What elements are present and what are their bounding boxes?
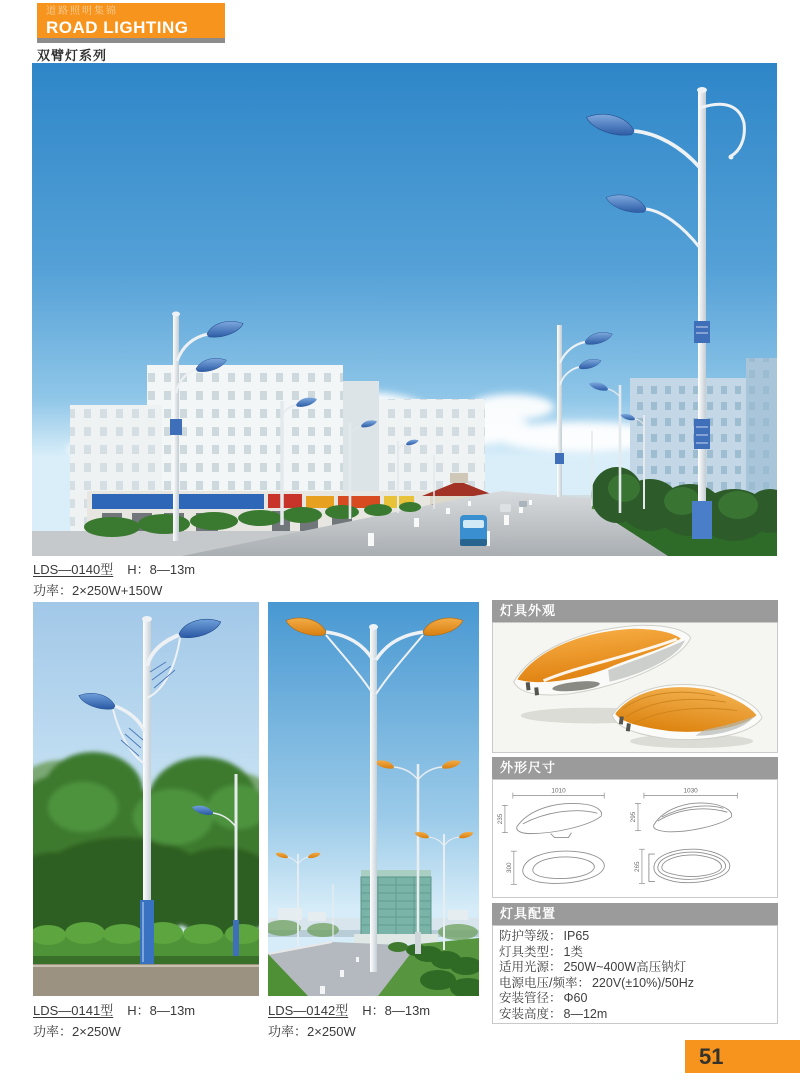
dim-right-plan: 265	[633, 861, 641, 873]
model-code: LDS—0140型	[33, 562, 114, 577]
street-scene-art	[32, 63, 777, 556]
lamp-photo-0141	[33, 602, 259, 996]
spec-value: 1类	[563, 944, 583, 959]
spec-row-voltage	[499, 976, 771, 992]
model-height: H：8—13m	[127, 562, 196, 577]
dimension-drawings-art	[493, 780, 777, 897]
spec-row-height	[499, 1007, 771, 1023]
main-product-caption	[33, 559, 195, 601]
caption-line-power: 功率：2×250W	[33, 1024, 121, 1039]
street-scene-photo	[32, 63, 777, 556]
caption-line-power: 功率：2×250W	[268, 1024, 356, 1039]
spec-value: 220V(±10%)/50Hz	[591, 975, 695, 990]
dimension-drawings-panel	[492, 779, 778, 898]
section-header-dimensions: 外形尺寸	[492, 757, 778, 779]
lamp-appearance-art	[493, 623, 777, 752]
section-header-config: 灯具配置	[492, 903, 778, 925]
spec-row-protection	[499, 929, 771, 945]
caption-line-model	[268, 1000, 430, 1021]
spec-value: 250W~400W高压钠灯	[563, 960, 687, 974]
caption-0141	[33, 1000, 195, 1042]
model-code: LDS—0141型	[33, 1003, 114, 1018]
dim-left-width: 1010	[551, 787, 566, 795]
dim-left-height: 235	[496, 813, 504, 825]
brand-title-zh: 道路照明集锦	[46, 6, 118, 17]
spec-value: IP65	[563, 929, 590, 943]
section-header-appearance: 灯具外观	[492, 600, 778, 622]
lamp-config-panel	[492, 925, 778, 1024]
caption-line-model	[33, 1000, 195, 1021]
spec-row-type	[499, 945, 771, 961]
spec-label: 电源电压/频率：	[499, 975, 590, 990]
dim-right-width: 1030	[683, 787, 698, 795]
page-number: 51	[699, 1044, 724, 1069]
lamp-appearance-panel	[492, 622, 778, 753]
brand-title-en: ROAD LIGHTING	[46, 18, 189, 37]
spec-label: 灯具类型：	[499, 944, 562, 959]
caption-line-power: 功率：2×250W+150W	[33, 583, 163, 598]
spec-row-pipe	[499, 991, 771, 1007]
dim-left-plan: 300	[505, 862, 513, 874]
model-code: LDS—0142型	[268, 1003, 349, 1018]
model-height: H：8—13m	[362, 1003, 431, 1018]
spec-value: Φ60	[563, 991, 588, 1005]
spec-value: 8—12m	[563, 1006, 608, 1021]
spec-label: 安装管径：	[499, 991, 562, 1005]
lamp-0141-art	[33, 602, 259, 996]
series-title: 双臂灯系列	[37, 48, 108, 63]
caption-0142	[268, 1000, 430, 1042]
spec-row-source	[499, 960, 771, 976]
spec-label: 安装高度：	[499, 1006, 562, 1021]
spec-label: 防护等级：	[499, 929, 562, 943]
spec-label: 适用光源：	[499, 960, 562, 974]
lamp-0142-art	[268, 602, 479, 996]
brand-header	[37, 3, 225, 38]
caption-line-model	[33, 559, 195, 580]
model-height: H：8—13m	[127, 1003, 196, 1018]
brand-underline	[37, 38, 225, 43]
dim-right-height: 295	[629, 811, 638, 823]
lamp-photo-0142	[268, 602, 479, 996]
page-number-bar	[685, 1040, 800, 1073]
